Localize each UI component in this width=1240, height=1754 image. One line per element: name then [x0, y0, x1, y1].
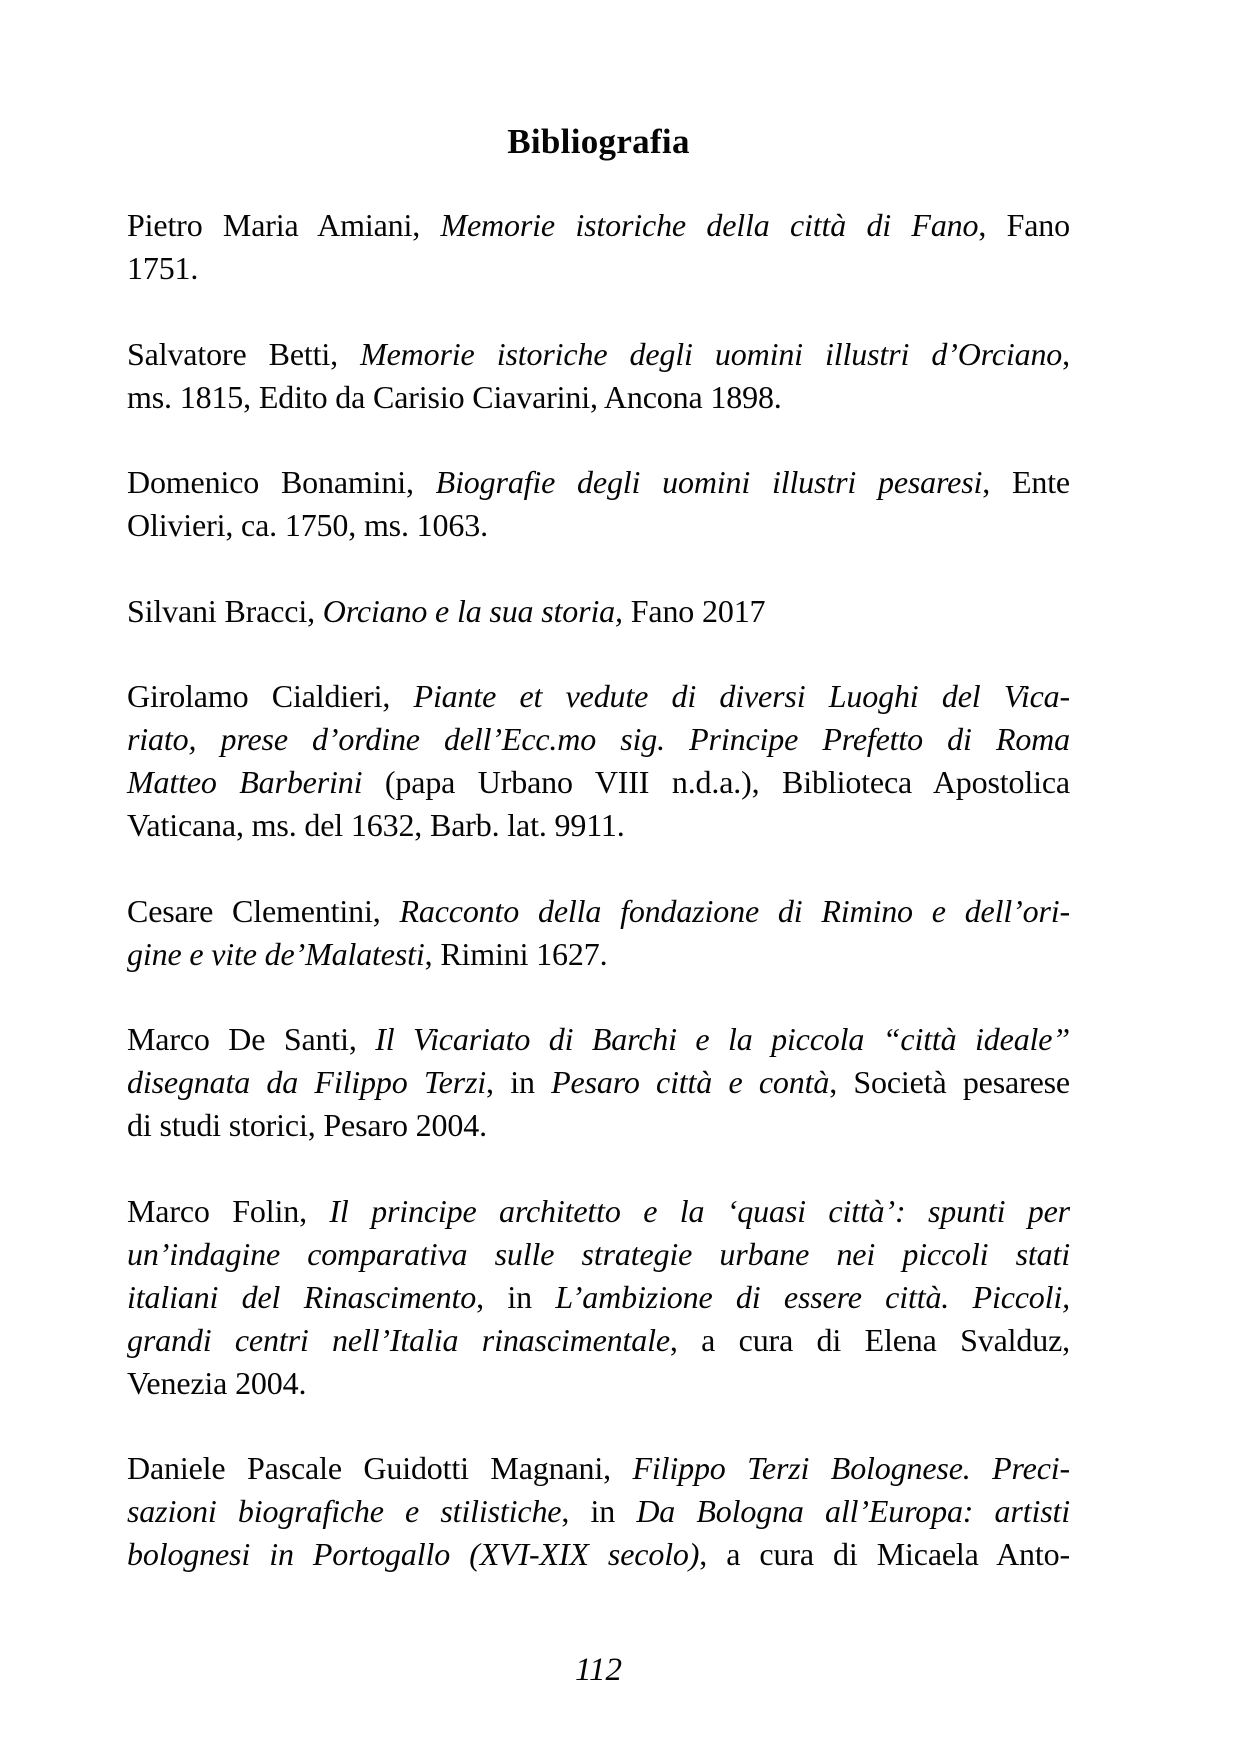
text-segment: un’indagine comparativa sulle strategie urbane nei piccoli stati [127, 1235, 1070, 1272]
page-title: Bibliografia [507, 122, 690, 161]
bibliography-entry [127, 333, 1070, 419]
text-segment: Olivieri, ca. 1750, ms. 1063. [127, 507, 488, 543]
bibliography [127, 204, 1070, 1576]
text-segment: Marco De Santi, [127, 1021, 376, 1057]
text-segment: sazioni biografiche e stilistiche [127, 1493, 562, 1529]
text-segment: Girolamo Cialdieri, [127, 678, 414, 714]
text-segment: Fano 2017 [622, 592, 766, 629]
text-segment: Salvatore Betti, [127, 335, 361, 372]
text-segment: Memorie istoriche degli uomini illustri d’Orciano [360, 335, 1063, 372]
entry-line [127, 333, 1070, 376]
entry-line [127, 675, 1070, 718]
entry-line [127, 1447, 1070, 1490]
text-segment: italiani del Rinascimento [127, 1278, 477, 1315]
entry-line [127, 761, 1070, 804]
bibliography-entry [127, 890, 1070, 976]
entry-line [127, 804, 1070, 847]
entry-line [127, 1362, 1070, 1405]
entry-line [127, 590, 1070, 633]
page-number: 112 [574, 1652, 623, 1688]
entry-line [127, 1018, 1070, 1061]
bibliography-entry [127, 204, 1070, 290]
entry-line [127, 1104, 1070, 1147]
text-segment: Orciano e la sua storia, [322, 592, 623, 629]
entry-line [127, 376, 1070, 419]
text-segment: , Fano [978, 207, 1070, 243]
text-segment: bolognesi in Portogallo (XVI-XIX secolo) [127, 1536, 700, 1572]
text-segment: grandi centri nell’Italia rinascimentale [127, 1321, 670, 1358]
entry-line [127, 204, 1070, 247]
entry-line [127, 247, 1070, 290]
text-segment: , [1062, 335, 1071, 372]
bibliography-entry [127, 1018, 1070, 1147]
entry-line [127, 1319, 1070, 1362]
bibliography-entry [127, 1447, 1070, 1576]
entry-line [127, 933, 1070, 976]
bibliography-entry [127, 461, 1070, 547]
text-segment: Vaticana, ms. del 1632, Barb. lat. 9911. [127, 807, 625, 843]
entry-line [127, 1276, 1070, 1319]
text-segment: Cesare Clementini, [127, 892, 400, 929]
bibliography-entry [127, 675, 1070, 847]
text-segment: , in [561, 1493, 637, 1529]
text-segment: Biografie degli uomini illustri pesaresi [435, 464, 983, 500]
text-segment: , in [486, 1064, 552, 1100]
text-segment: Pesaro città e contà [551, 1064, 830, 1100]
text-segment: riato, prese d’ordine dell’Ecc.mo sig. Principe Prefetto di Roma [127, 721, 1070, 757]
text-segment: Memorie istoriche della città di Fano [440, 207, 979, 243]
bibliography-entry [127, 590, 1070, 633]
text-segment: Venezia 2004. [127, 1364, 307, 1401]
entry-line [127, 461, 1070, 504]
text-segment: Da Bologna all’Europa: artisti [636, 1493, 1070, 1529]
entry-line [127, 1061, 1070, 1104]
text-segment: disegnata da Filippo Terzi [127, 1064, 487, 1100]
text-segment: Pietro Maria Amiani, [127, 207, 441, 243]
entry-line [127, 718, 1070, 761]
text-segment: Matteo Barberini [127, 764, 385, 800]
bibliography-entry [127, 1190, 1070, 1405]
text-segment: Il principe architetto e la ‘quasi città’: spunti per [329, 1192, 1070, 1229]
entry-line [127, 1490, 1070, 1533]
text-segment: , in [476, 1278, 556, 1315]
text-segment: gine e vite de’Malatesti [127, 935, 425, 972]
entry-line [127, 1233, 1070, 1276]
text-segment: , Rimini 1627. [424, 935, 608, 972]
text-segment: (papa Urbano VIII n.d.a.), Biblioteca Apostolica [384, 764, 1070, 800]
entry-line [127, 1190, 1070, 1233]
text-segment: Filippo Terzi Bolognese. Preci- [632, 1450, 1070, 1486]
text-segment: Domenico Bonamini, [127, 464, 436, 500]
text-segment: L’ambizione di essere città. Piccoli, [555, 1278, 1070, 1315]
text-segment: 1751. [127, 250, 199, 286]
text-segment: Daniele Pascale Guidotti Magnani, [127, 1450, 633, 1486]
entry-line [127, 1533, 1070, 1576]
entry-line [127, 890, 1070, 933]
entry-line [127, 504, 1070, 547]
text-segment: , Società pesarese [829, 1064, 1070, 1100]
text-segment: , Ente [982, 464, 1070, 500]
text-segment: Silvani Bracci, [127, 592, 323, 629]
text-segment: ms. 1815, Edito da Carisio Ciavarini, Ancona 1898. [127, 378, 782, 415]
text-segment: , a cura di Elena Svalduz, [669, 1321, 1070, 1358]
text-segment: Racconto della fondazione di Rimino e dell’ori- [399, 892, 1070, 929]
text-segment: Il Vicariato di Barchi e la piccola “città ideale” [375, 1021, 1070, 1057]
text-segment: di studi storici, Pesaro 2004. [127, 1107, 487, 1143]
text-segment: Piante et vedute di diversi Luoghi del Vica- [413, 678, 1070, 714]
text-segment: Marco Folin, [127, 1192, 330, 1229]
text-segment: , a cura di Micaela Anto- [699, 1536, 1070, 1572]
